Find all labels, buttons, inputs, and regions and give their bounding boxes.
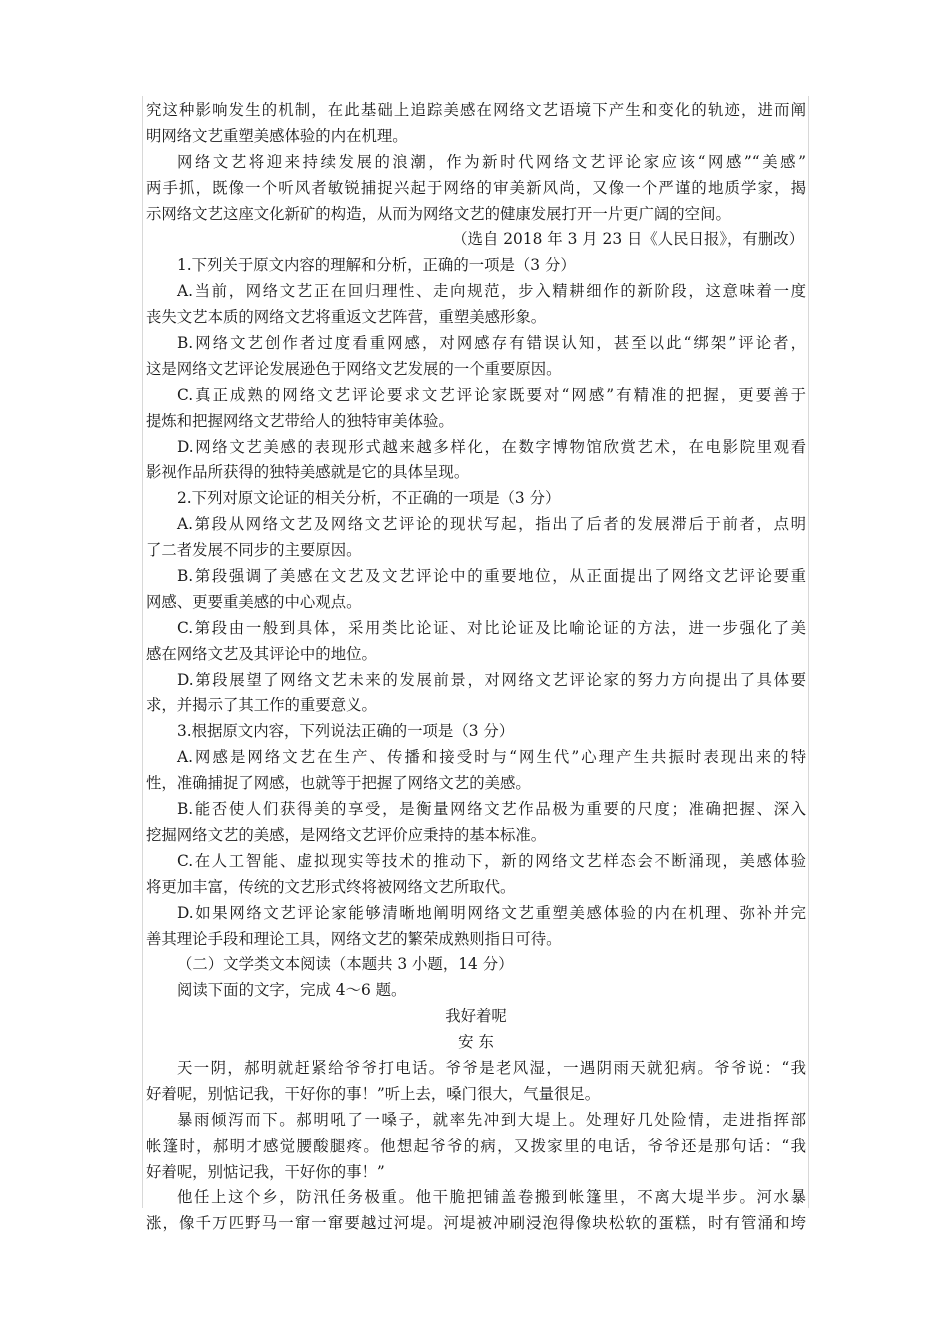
section-heading: （二）文学类文本阅读（本题共 3 小题，14 分）: [177, 955, 514, 974]
text-line: 好着呢，别惦记我，干好你的事！”听上去，嗓门很大，气量很足。: [146, 1084, 601, 1103]
section-instruction: 阅读下面的文字，完成 4～6 题。: [177, 981, 407, 1000]
option-d-cont: 影视作品所获得的独特美感就是它的具体呈现。: [146, 463, 470, 482]
option-d: D.网络文艺美感的表现形式越来越多样化，在数字博物馆欣赏艺术，在电影院里观看: [177, 437, 806, 456]
text-line: 帐篷时，郝明才感觉腰酸腿疼。他想起爷爷的病，又拨家里的电话，爷爷还是那句话：“我: [146, 1136, 806, 1155]
text-line: 暴雨倾泻而下。郝明吼了一嗓子，就率先冲到大堤上。处理好几处险情，走进指挥部: [177, 1110, 806, 1129]
question-3: [146, 719, 806, 952]
question-1: [146, 253, 806, 486]
option-c-cont: 提炼和把握网络文艺带给人的独特审美体验。: [146, 411, 454, 430]
option-d-cont: 求，并揭示了其工作的重要意义。: [146, 696, 377, 715]
option-c-cont: 将更加丰富，传统的文艺形式终将被网络文艺所取代。: [146, 877, 516, 896]
text-line: 好着呢，别惦记我，干好你的事！”: [146, 1162, 385, 1181]
option-b-cont: 这是网络文艺评论发展逊色于网络文艺发展的一个重要原因。: [146, 359, 562, 378]
question-stem: 3.根据原文内容，下列说法正确的一项是（3 分）: [177, 722, 515, 741]
text-line: 究这种影响发生的机制，在此基础上追踪美感在网络文艺语境下产生和变化的轨迹，进而阐: [146, 101, 806, 119]
option-b-cont: 挖掘网络文艺的美感，是网络文艺评价应秉持的基本标准。: [146, 825, 547, 844]
question-2: [146, 486, 806, 719]
option-a-cont: 了二者发展不同步的主要原因。: [146, 541, 362, 560]
option-b: B.第段强调了美感在文艺及文艺评论中的重要地位，从正面提出了网络文艺评论要重: [177, 567, 806, 586]
option-a-cont: 丧失文艺本质的网络文艺将重返文艺阵营，重塑美感形象。: [146, 308, 547, 327]
option-d: D.第段展望了网络文艺未来的发展前景，对网络文艺评论家的努力方向提出了具体要: [177, 670, 806, 689]
text-line: 天一阴，郝明就赶紧给爷爷打电话。爷爷是老风湿，一遇阴雨天就犯病。爷爷说：“我: [177, 1058, 806, 1077]
text-line: 明网络文艺重塑美感体验的内在机理。: [146, 126, 408, 145]
option-a: A.当前，网络文艺正在回归理性、走向规范，步入精耕细作的新阶段，这意味着一度: [177, 282, 806, 301]
option-c: C.真正成熟的网络文艺评论要求文艺评论家既要对“网感”有精准的把握，更要善于: [177, 385, 806, 404]
story-author: 安 东: [458, 1033, 494, 1052]
option-d: D.如果网络文艺评论家能够清晰地阐明网络文艺重塑美感体验的内在机理、弥补并完: [177, 903, 806, 922]
text-line: 他任上这个乡，防汛任务极重。他干脆把铺盖卷搬到帐篷里，不离大堤半步。河水暴: [177, 1188, 806, 1207]
option-a-cont: 性，准确捕捉了网感，也就等于把握了网络文艺的美感。: [146, 774, 531, 793]
option-d-cont: 善其理论手段和理论工具，网络文艺的繁荣成熟则指日可待。: [146, 929, 562, 948]
option-c: C.在人工智能、虚拟现实等技术的推动下，新的网络文艺样态会不断涌现，美感体验: [177, 851, 806, 870]
text-line: 网络文艺将迎来持续发展的浪潮，作为新时代网络文艺评论家应该“网感”“美感”: [177, 152, 806, 171]
literary-reading-section: [146, 952, 806, 1237]
question-stem: 2.下列对原文论证的相关分析，不正确的一项是（3 分）: [177, 489, 561, 508]
option-b-cont: 网感、更要重美感的中心观点。: [146, 592, 362, 611]
option-a: A.第段从网络文艺及网络文艺评论的现状写起，指出了后者的发展滞后于前者，点明: [177, 515, 806, 534]
story-title: 我好着呢: [445, 1007, 507, 1026]
text-line: 示网络文艺这座文化新矿的构造，从而为网络文艺的健康发展打开一片更广阔的空间。: [146, 204, 731, 223]
text-line: 涨，像千万匹野马一窜一窜要越过河堤。河堤被冲刷浸泡得像块松软的蛋糕，时有管涌和垮: [146, 1214, 806, 1233]
document-body: [146, 98, 806, 1237]
option-b: B.网络文艺创作者过度看重网感，对网感存有错误认知，甚至以此“绑架”评论者，: [177, 334, 806, 353]
question-stem: 1.下列关于原文内容的理解和分析，正确的一项是（3 分）: [177, 256, 576, 275]
text-line: 两手抓，既像一个听风者敏锐捕捉兴起于网络的审美新风尚，又像一个严谨的地质学家，揭: [146, 178, 806, 197]
option-c: C.第段由一般到具体，采用类比论证、对比论证及比喻论证的方法，进一步强化了美: [177, 618, 806, 637]
option-c-cont: 感在网络文艺及其评论中的地位。: [146, 644, 377, 663]
option-b: B.能否使人们获得美的享受，是衡量网络文艺作品极为重要的尺度；准确把握、深入: [177, 800, 806, 819]
source-citation: （选自 2018 年 3 月 23 日《人民日报》，有删改）: [452, 230, 804, 249]
option-a: A.网感是网络文艺在生产、传播和接受时与“网生代”心理产生共振时表现出来的特: [177, 748, 806, 767]
passage-ending: [146, 98, 806, 253]
